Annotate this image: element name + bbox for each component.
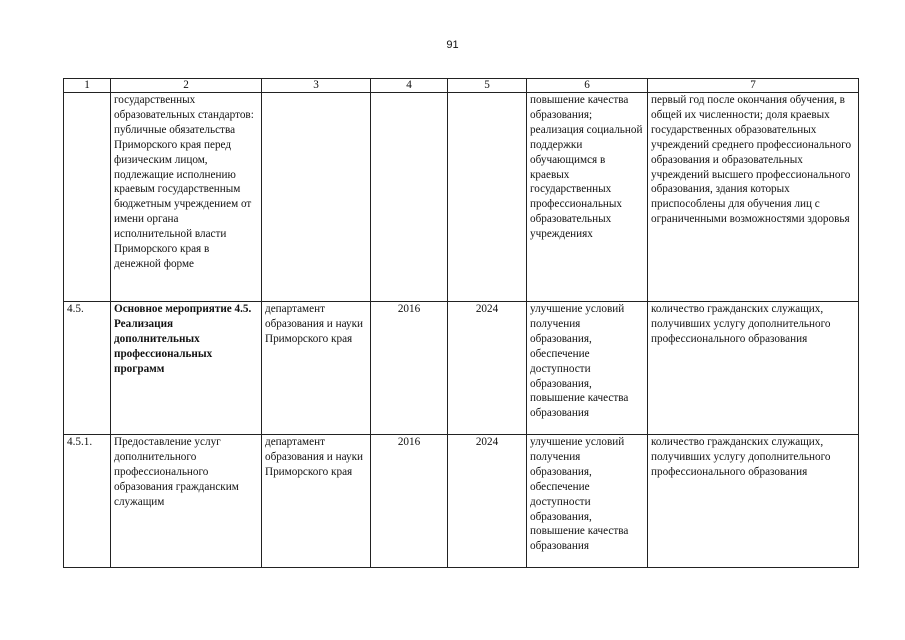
column-header-5: 5 [448,79,527,93]
row-number [64,93,111,302]
column-header-7: 7 [648,79,859,93]
row-number: 4.5. [64,302,111,435]
indicator: первый год после окончания обучения, в общей их численности; доля краевых государственных образовательных учреждений среднего профессионального образования и образовательных учреждений высшего профессионального образования, здания которых приспособлены для обучения лиц с ограниченными возможностями здоровья [648,93,859,302]
activity-name: Основное мероприятие 4.5. Реализация дополнительных профессиональных программ [111,302,262,435]
table-header-row [64,79,859,93]
end-year [448,93,527,302]
table-row [64,93,859,302]
executor [262,93,371,302]
indicator: количество гражданских служащих, получивших услугу дополнительного профессионального образования [648,435,859,568]
table-row [64,435,859,568]
column-header-3: 3 [262,79,371,93]
executor: департамент образования и науки Приморского края [262,435,371,568]
table-row [64,302,859,435]
expected-result: повышение качества образования; реализация социальной поддержки обучающимся в краевых государственных профессиональных образовательных учреждениях [527,93,648,302]
column-header-2: 2 [111,79,262,93]
column-header-1: 1 [64,79,111,93]
expected-result: улучшение условий получения образования, обеспечение доступности образования, повышение качества образования [527,302,648,435]
activity-name: Предоставление услуг дополнительного профессионального образования гражданским служащим [111,435,262,568]
program-table [63,78,859,568]
end-year: 2024 [448,435,527,568]
column-header-6: 6 [527,79,648,93]
start-year: 2016 [371,435,448,568]
indicator: количество гражданских служащих, получивших услугу дополнительного профессионального образования [648,302,859,435]
start-year [371,93,448,302]
column-header-4: 4 [371,79,448,93]
executor: департамент образования и науки Приморского края [262,302,371,435]
row-number: 4.5.1. [64,435,111,568]
activity-name: государственных образовательных стандартов: публичные обязательства Приморского края перед физическим лицом, подлежащие исполнению краевым государственным бюджетным учреждением от имени органа исполнительной власти Приморского края в денежной форме [111,93,262,302]
start-year: 2016 [371,302,448,435]
expected-result: улучшение условий получения образования, обеспечение доступности образования, повышение качества образования [527,435,648,568]
end-year: 2024 [448,302,527,435]
page-number: 91 [446,39,459,51]
